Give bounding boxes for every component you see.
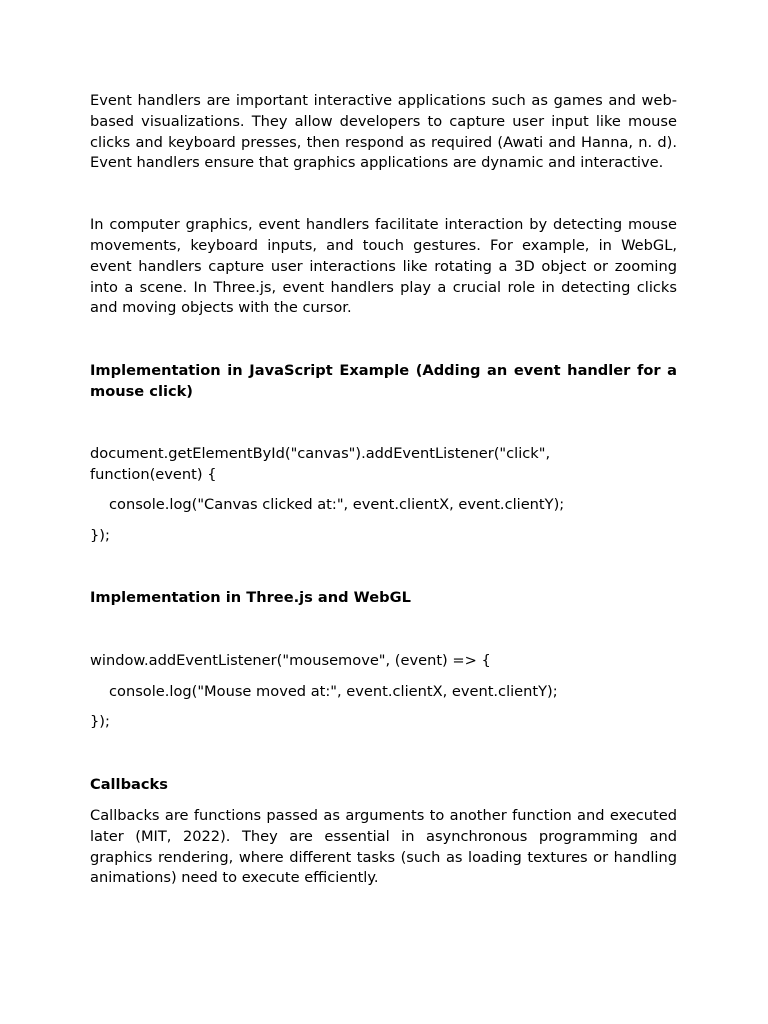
code-threejs-line-1: window.addEventListener("mousemove", (event) => { [90, 651, 491, 669]
heading-js-example: Implementation in JavaScript Example (Adding an event handler for a mouse click) [90, 362, 677, 400]
code-js-line-3: }); [90, 527, 110, 545]
paragraph-callbacks: Callbacks are functions passed as arguments to another function and executed later (MIT, 2022). They are essential in asynchronous programming and graphics rendering, where different tasks (such as loading textures or handling animations) need to execute efficiently. [90, 806, 677, 887]
document-page [90, 91, 677, 889]
heading-threejs-webgl: Implementation in Three.js and WebGL [90, 588, 411, 606]
code-threejs-line-3: }); [90, 713, 110, 731]
paragraph-computer-graphics: In computer graphics, event handlers facilitate interaction by detecting mouse movements, keyboard inputs, and touch gestures. For example, in WebGL, event handlers capture user interactions like rotating a 3D object or zooming into a scene. In Three.js, event handlers play a crucial role in detecting clicks and moving objects with the cursor. [90, 216, 677, 317]
paragraph-event-handlers-intro: Event handlers are important interactive applications such as games and web-based visualizations. They allow developers to capture user input like mouse clicks and keyboard presses, then respond as required (Awati and Hanna, n. d). Event handlers ensure that graphics applications are dynamic and interactive. [90, 92, 677, 172]
code-threejs-line-2: console.log("Mouse moved at:", event.clientX, event.clientY); [109, 682, 558, 700]
code-js-line-2: console.log("Canvas clicked at:", event.clientX, event.clientY); [109, 496, 565, 514]
code-js-line-1: document.getElementById("canvas").addEventListener("click", function(event) { [90, 444, 551, 483]
heading-callbacks: Callbacks [90, 776, 168, 794]
